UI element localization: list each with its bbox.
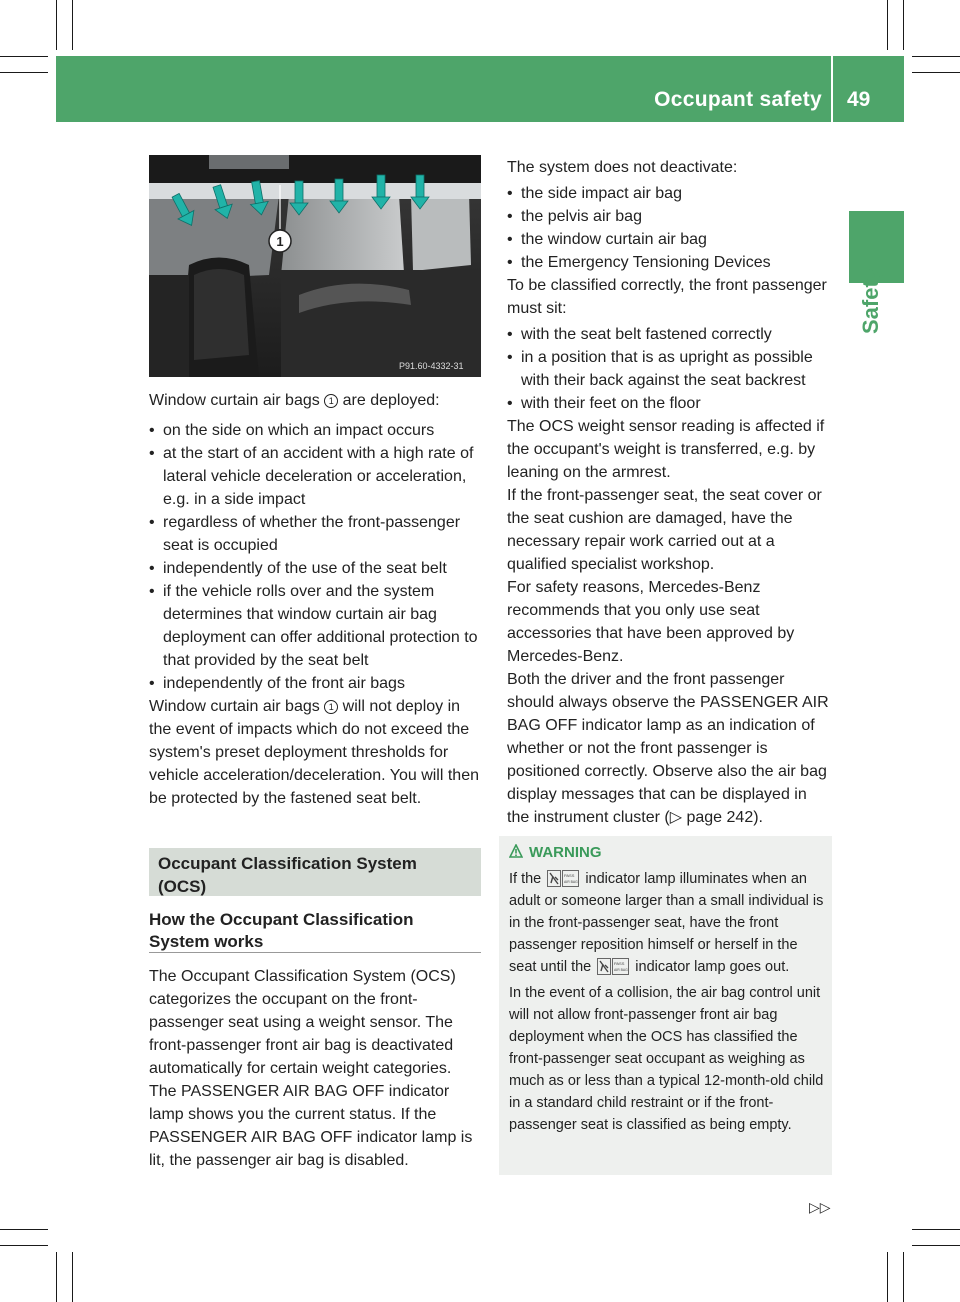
passenger-airbag-off-icon: [597, 958, 629, 975]
svg-text:1: 1: [276, 234, 284, 249]
paragraph: If the front-passenger seat, the seat cover or the seat cushion are damaged, have the necessary repair work carried out at a qualified specialist workshop.: [507, 487, 822, 573]
list-item: • the Emergency Tensioning Devices: [507, 251, 832, 274]
crop-mark: [0, 1245, 48, 1246]
crop-mark: [72, 1252, 73, 1302]
crop-mark: [912, 72, 960, 73]
crop-mark: [887, 0, 888, 50]
continue-icon: ▷▷: [809, 1199, 831, 1215]
curtain-airbag-photo: [149, 155, 481, 377]
divider: [149, 952, 481, 953]
svg-text:AIR BAG: AIR BAG: [564, 880, 579, 884]
paragraph: To be classified correctly, the front passenger must sit:: [507, 277, 827, 317]
page-title: Occupant safety: [654, 88, 822, 111]
crop-mark: [903, 1252, 904, 1302]
warning-icon: [509, 844, 523, 858]
crop-mark: [0, 72, 48, 73]
car-interior-illustration: [149, 155, 481, 377]
warning-content: [509, 842, 827, 1136]
how-text: The Occupant Classification System (OCS) categorizes the occupant on the front-passenger seat using a weight sensor. The front-passenger front air bag is deactivated automatically for certain weight categories. The PASSENGER AIR BAG OFF indicator lamp shows you the current status. If the PASSENGER AIR BAG OFF indicator lamp is lit, the passenger air bag is disabled.: [149, 968, 473, 1169]
subsection-heading: How the Occupant Classification System works: [149, 910, 414, 951]
crop-mark: [56, 0, 57, 50]
svg-text:PASS: PASS: [614, 961, 625, 966]
warning-heading: WARNING: [509, 842, 827, 864]
crop-mark: [912, 1229, 960, 1230]
no-deploy-paragraph: Window curtain air bags 1 will not deploy in the event of impacts which do not exceed the system's preset deployment thresholds for vehicle acceleration/deceleration. You will then be protected by the fastened seat belt.: [149, 698, 479, 807]
list-item: • with their feet on the floor: [507, 392, 832, 415]
callout-1-icon: 1: [324, 394, 338, 408]
paragraph: Both the driver and the front passenger should always observe the PASSENGER AIR BAG OFF indicator lamp as an indication of whether or not the front passenger is positioned correctly. Observe also the air bag display messages that can be displayed in the instrument cluster (▷ page 242).: [507, 671, 829, 826]
list-item: • the window curtain air bag: [507, 228, 832, 251]
warning-paragraph: If the PASS AIR BAG indicator lamp illuminates when an adult or someone larger than a small individual is in the front-passenger seat, have the front passenger reposition himself or herself in the seat until the PASS AIR BAG indicator lamp goes out.: [509, 871, 824, 975]
page-number: 49: [847, 88, 871, 111]
deploy-intro: Window curtain air bags 1 are deployed:: [149, 392, 440, 409]
paragraph: The system does not deactivate:: [507, 159, 738, 176]
crop-mark: [56, 1252, 57, 1302]
list-item: • the pelvis air bag: [507, 205, 832, 228]
callout-1-icon: 1: [324, 700, 338, 714]
list-item: • if the vehicle rolls over and the system determines that window curtain air bag deployment can offer additional protection to that provided by the seat belt: [149, 580, 481, 672]
list-item: • at the start of an accident with a high rate of lateral vehicle deceleration or acceleration, e.g. in a side impact: [149, 442, 481, 511]
list-item: • regardless of whether the front-passenger seat is occupied: [149, 511, 481, 557]
svg-text:AIR BAG: AIR BAG: [614, 968, 629, 972]
crop-mark: [912, 56, 960, 57]
right-column: [507, 156, 832, 829]
section-heading: Occupant Classification System (OCS): [158, 854, 417, 896]
passenger-airbag-off-icon: [547, 870, 579, 887]
list-item: • with the seat belt fastened correctly: [507, 323, 832, 346]
figure-code: P91.60-4332-31: [399, 361, 464, 371]
list-item: • independently of the front air bags: [149, 672, 481, 695]
list-item: • the side impact air bag: [507, 182, 832, 205]
warning-paragraph: In the event of a collision, the air bag control unit will not allow front-passenger front air bag deployment when the OCS has classified the front-passenger seat occupant as weighing as much as or less than a typical 12-month-old child in a standard child restraint or if the front-passenger seat is classified as being empty.: [509, 985, 824, 1133]
list-item: • on the side on which an impact occurs: [149, 419, 481, 442]
list-item: • in a position that is as upright as possible with their back against the seat backrest: [507, 346, 832, 392]
paragraph: The OCS weight sensor reading is affected if the occupant's weight is transferred, e.g. by leaning on the armrest.: [507, 418, 825, 481]
header-divider: [831, 56, 833, 122]
crop-mark: [0, 1229, 48, 1230]
crop-mark: [887, 1252, 888, 1302]
list-item: • independently of the use of the seat belt: [149, 557, 481, 580]
crop-mark: [72, 0, 73, 50]
crop-mark: [912, 1245, 960, 1246]
crop-mark: [903, 0, 904, 50]
crop-mark: [0, 56, 48, 57]
paragraph: For safety reasons, Mercedes-Benz recommends that you only use seat accessories that have been approved by Mercedes-Benz.: [507, 579, 795, 665]
left-column: [149, 389, 481, 810]
svg-text:PASS: PASS: [564, 873, 575, 878]
section-label: Safety: [858, 267, 883, 334]
